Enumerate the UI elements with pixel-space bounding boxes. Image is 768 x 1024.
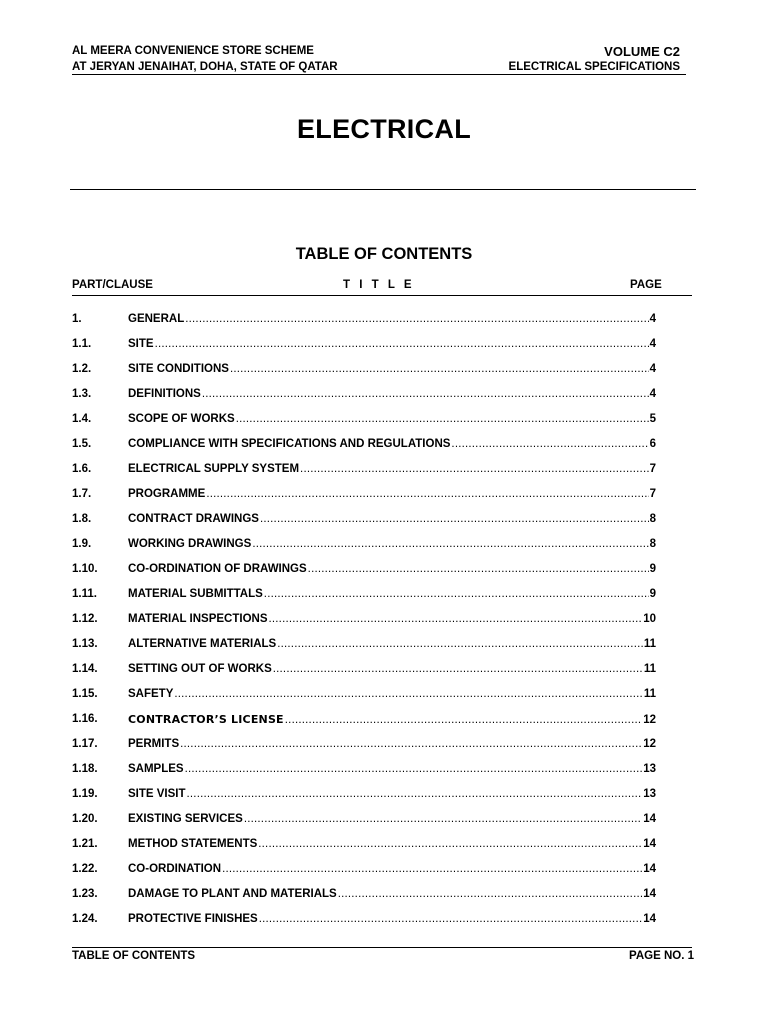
toc-entry-page: 13: [643, 763, 656, 775]
toc-entry-line: [128, 513, 656, 525]
toc-entry-title: PROTECTIVE FINISHES: [128, 913, 258, 925]
toc-entry[interactable]: [72, 635, 656, 660]
header-divider: [72, 74, 686, 75]
column-header-title: T I T L E: [343, 279, 415, 291]
toc-entry-page: 11: [643, 663, 656, 675]
toc-entry[interactable]: [72, 610, 656, 635]
toc-entry[interactable]: [72, 760, 656, 785]
toc-entry-line: [128, 438, 656, 450]
toc-entry-page: 9: [649, 588, 656, 600]
toc-dot-leader: [258, 838, 642, 850]
title-divider: [70, 189, 696, 190]
toc-entry-number: 1.2.: [72, 363, 92, 375]
toc-entry-page: 12: [643, 738, 656, 750]
toc-entry[interactable]: [72, 910, 656, 935]
toc-dot-leader: [185, 763, 643, 775]
toc-dot-leader: [155, 338, 649, 350]
toc-entry-line: [128, 863, 656, 875]
toc-entry-number: 1.20.: [72, 813, 98, 825]
toc-entry-number: 1.19.: [72, 788, 98, 800]
toc-entry-number: 1.3.: [72, 388, 92, 400]
toc-entry[interactable]: [72, 585, 656, 610]
toc-entry[interactable]: [72, 735, 656, 760]
toc-entry[interactable]: [72, 360, 656, 385]
column-header-part: PART/CLAUSE: [72, 279, 153, 291]
toc-entry-line: [128, 388, 656, 400]
toc-entry-line: [128, 663, 656, 675]
toc-entry-title: DAMAGE TO PLANT AND MATERIALS: [128, 888, 337, 900]
toc-entry-page: 14: [643, 813, 656, 825]
toc-entry-number: 1.17.: [72, 738, 98, 750]
toc-entry-title: METHOD STATEMENTS: [128, 838, 258, 850]
header-volume: [509, 43, 680, 75]
toc-entry[interactable]: [72, 660, 656, 685]
toc-entry-number: 1.14.: [72, 663, 98, 675]
page-title: ELECTRICAL: [297, 114, 471, 144]
toc-dot-leader: [244, 813, 642, 825]
toc-entry-page: 4: [649, 313, 656, 325]
toc-entry-number: 1.21.: [72, 838, 98, 850]
toc-entry-line: [128, 338, 656, 350]
footer-page-number: PAGE NO. 1: [629, 950, 694, 962]
footer-section-label: TABLE OF CONTENTS: [72, 950, 196, 962]
toc-entry-line: [128, 588, 656, 600]
toc-entry-title: SITE CONDITIONS: [128, 363, 229, 375]
toc-entry-title: COMPLIANCE WITH SPECIFICATIONS AND REGULATIONS: [128, 438, 451, 450]
toc-dot-leader: [300, 463, 649, 475]
toc-entry-page: 14: [643, 888, 656, 900]
toc-dot-leader: [264, 588, 649, 600]
toc-entry-page: 14: [643, 863, 656, 875]
toc-entry[interactable]: [72, 835, 656, 860]
toc-dot-leader: [269, 613, 643, 625]
toc-entry-page: 7: [649, 463, 656, 475]
toc-entry-page: 7: [649, 488, 656, 500]
toc-entry-title: PROGRAMME: [128, 488, 206, 500]
toc-entry-page: 14: [643, 913, 656, 925]
toc-entry[interactable]: [72, 385, 656, 410]
toc-entry-number: 1.15.: [72, 688, 98, 700]
toc-heading: TABLE OF CONTENTS: [295, 245, 473, 263]
toc-entry[interactable]: [72, 810, 656, 835]
toc-entry-title: SAMPLES: [128, 763, 184, 775]
toc-entry-page: 9: [649, 563, 656, 575]
toc-entry-title: MATERIAL INSPECTIONS: [128, 613, 268, 625]
header-project-line2: AT JERYAN JENAIHAT, DOHA, STATE OF QATAR: [72, 61, 338, 73]
toc-entry-title: SITE VISIT: [128, 788, 186, 800]
toc-entry-page: 11: [643, 638, 656, 650]
toc-entry-number: 1.4.: [72, 413, 92, 425]
toc-dot-leader: [451, 438, 648, 450]
toc-entry-number: 1.22.: [72, 863, 98, 875]
toc-entry-number: 1.13.: [72, 638, 98, 650]
toc-dot-leader: [206, 488, 648, 500]
toc-entry[interactable]: [72, 460, 656, 485]
toc-dot-leader: [338, 888, 643, 900]
toc-dot-leader: [260, 513, 649, 525]
toc-entry-page: 8: [649, 513, 656, 525]
toc-entry-page: 10: [643, 613, 656, 625]
toc-entry-line: [128, 688, 656, 700]
toc-entry-number: 1.24.: [72, 913, 98, 925]
toc-entry-number: 1.23.: [72, 888, 98, 900]
toc-entry-number: 1.8.: [72, 513, 92, 525]
toc-entry-page: 11: [643, 688, 656, 700]
toc-entry-number: 1.6.: [72, 463, 92, 475]
toc-dot-leader: [230, 363, 649, 375]
toc-entry-line: [128, 613, 656, 625]
toc-dot-leader: [285, 714, 642, 726]
toc-entry-page: 8: [649, 538, 656, 550]
toc-entry-number: 1.10.: [72, 563, 98, 575]
toc-entry[interactable]: [72, 535, 656, 560]
toc-entry[interactable]: [72, 485, 656, 510]
header-project-line1: AL MEERA CONVENIENCE STORE SCHEME: [72, 45, 314, 57]
column-header-divider: [72, 295, 692, 296]
toc-entry-title: SETTING OUT OF WORKS: [128, 663, 272, 675]
toc-entry-title: GENERAL: [128, 313, 185, 325]
toc-entry-line: [128, 413, 656, 425]
toc-entry[interactable]: [72, 510, 656, 535]
toc-entry-title: MATERIAL SUBMITTALS: [128, 588, 263, 600]
toc-entry-number: 1.16.: [72, 713, 98, 725]
toc-dot-leader: [185, 313, 648, 325]
toc-entry[interactable]: [72, 310, 656, 335]
toc-entry-page: 13: [643, 788, 656, 800]
toc-entry-number: 1.9.: [72, 538, 92, 550]
column-header-page: PAGE: [630, 279, 662, 291]
toc-entry-title: ALTERNATIVE MATERIALS: [128, 638, 277, 650]
toc-dot-leader: [202, 388, 649, 400]
toc-entry-line: [128, 313, 656, 325]
toc-entry-page: 12: [643, 714, 656, 726]
toc-dot-leader: [174, 688, 642, 700]
toc-dot-leader: [180, 738, 642, 750]
toc-entry-title: SITE: [128, 338, 154, 350]
toc-entry[interactable]: [72, 685, 656, 710]
toc-entry-page: 4: [649, 363, 656, 375]
toc-entry-page: 4: [649, 338, 656, 350]
toc-entry[interactable]: [72, 410, 656, 435]
toc-entry-number: 1.18.: [72, 763, 98, 775]
toc-entry-line: [128, 763, 656, 775]
toc-entry[interactable]: [72, 335, 656, 360]
toc-dot-leader: [308, 563, 649, 575]
toc-dot-leader: [259, 913, 642, 925]
toc-entry-title: EXISTING SERVICES: [128, 813, 243, 825]
toc-entry-number: 1.7.: [72, 488, 92, 500]
toc-entry-title: CO-ORDINATION: [128, 863, 222, 875]
toc-entry-line: [128, 713, 656, 726]
toc-entry-line: [128, 363, 656, 375]
toc-entry[interactable]: [72, 885, 656, 910]
toc-entry-line: [128, 838, 656, 850]
toc-entry-line: [128, 913, 656, 925]
toc-entry-page: 5: [649, 413, 656, 425]
header-project: [72, 43, 338, 75]
toc-dot-leader: [187, 788, 643, 800]
toc-entry[interactable]: [72, 860, 656, 885]
footer-divider: [72, 947, 692, 948]
toc-entry-title: SCOPE OF WORKS: [128, 413, 235, 425]
toc-entry-title: DEFINITIONS: [128, 388, 201, 400]
toc-entry-line: [128, 788, 656, 800]
toc-entry[interactable]: [72, 710, 656, 735]
toc-dot-leader: [273, 663, 643, 675]
toc-entry[interactable]: [72, 785, 656, 810]
toc-dot-leader: [252, 538, 648, 550]
toc-entry-title: CONTRACTOR’S LICENSE: [128, 713, 284, 726]
toc-list: [72, 310, 656, 935]
toc-entry-title: WORKING DRAWINGS: [128, 538, 252, 550]
toc-dot-leader: [222, 863, 642, 875]
header-spec-label: ELECTRICAL SPECIFICATIONS: [508, 61, 680, 73]
toc-entry-number: 1.11.: [72, 588, 97, 600]
toc-entry-line: [128, 638, 656, 650]
toc-entry-number: 1.: [72, 313, 82, 325]
toc-dot-leader: [236, 413, 649, 425]
toc-entry-line: [128, 813, 656, 825]
toc-entry-title: ELECTRICAL SUPPLY SYSTEM: [128, 463, 300, 475]
toc-entry-title: CO-ORDINATION OF DRAWINGS: [128, 563, 307, 575]
toc-dot-leader: [277, 638, 643, 650]
toc-entry-number: 1.1.: [72, 338, 92, 350]
toc-entry-page: 4: [649, 388, 656, 400]
toc-entry-title: SAFETY: [128, 688, 174, 700]
toc-entry-page: 6: [649, 438, 656, 450]
header-volume-label: VOLUME C2: [604, 44, 680, 59]
toc-entry[interactable]: [72, 560, 656, 585]
toc-entry-line: [128, 488, 656, 500]
toc-entry-title: CONTRACT DRAWINGS: [128, 513, 259, 525]
toc-entry-page: 14: [643, 838, 656, 850]
toc-entry-line: [128, 888, 656, 900]
toc-entry-number: 1.5.: [72, 438, 92, 450]
toc-entry-line: [128, 563, 656, 575]
toc-entry-line: [128, 738, 656, 750]
toc-entry[interactable]: [72, 435, 656, 460]
toc-entry-number: 1.12.: [72, 613, 98, 625]
toc-entry-line: [128, 463, 656, 475]
toc-entry-line: [128, 538, 656, 550]
toc-entry-title: PERMITS: [128, 738, 180, 750]
